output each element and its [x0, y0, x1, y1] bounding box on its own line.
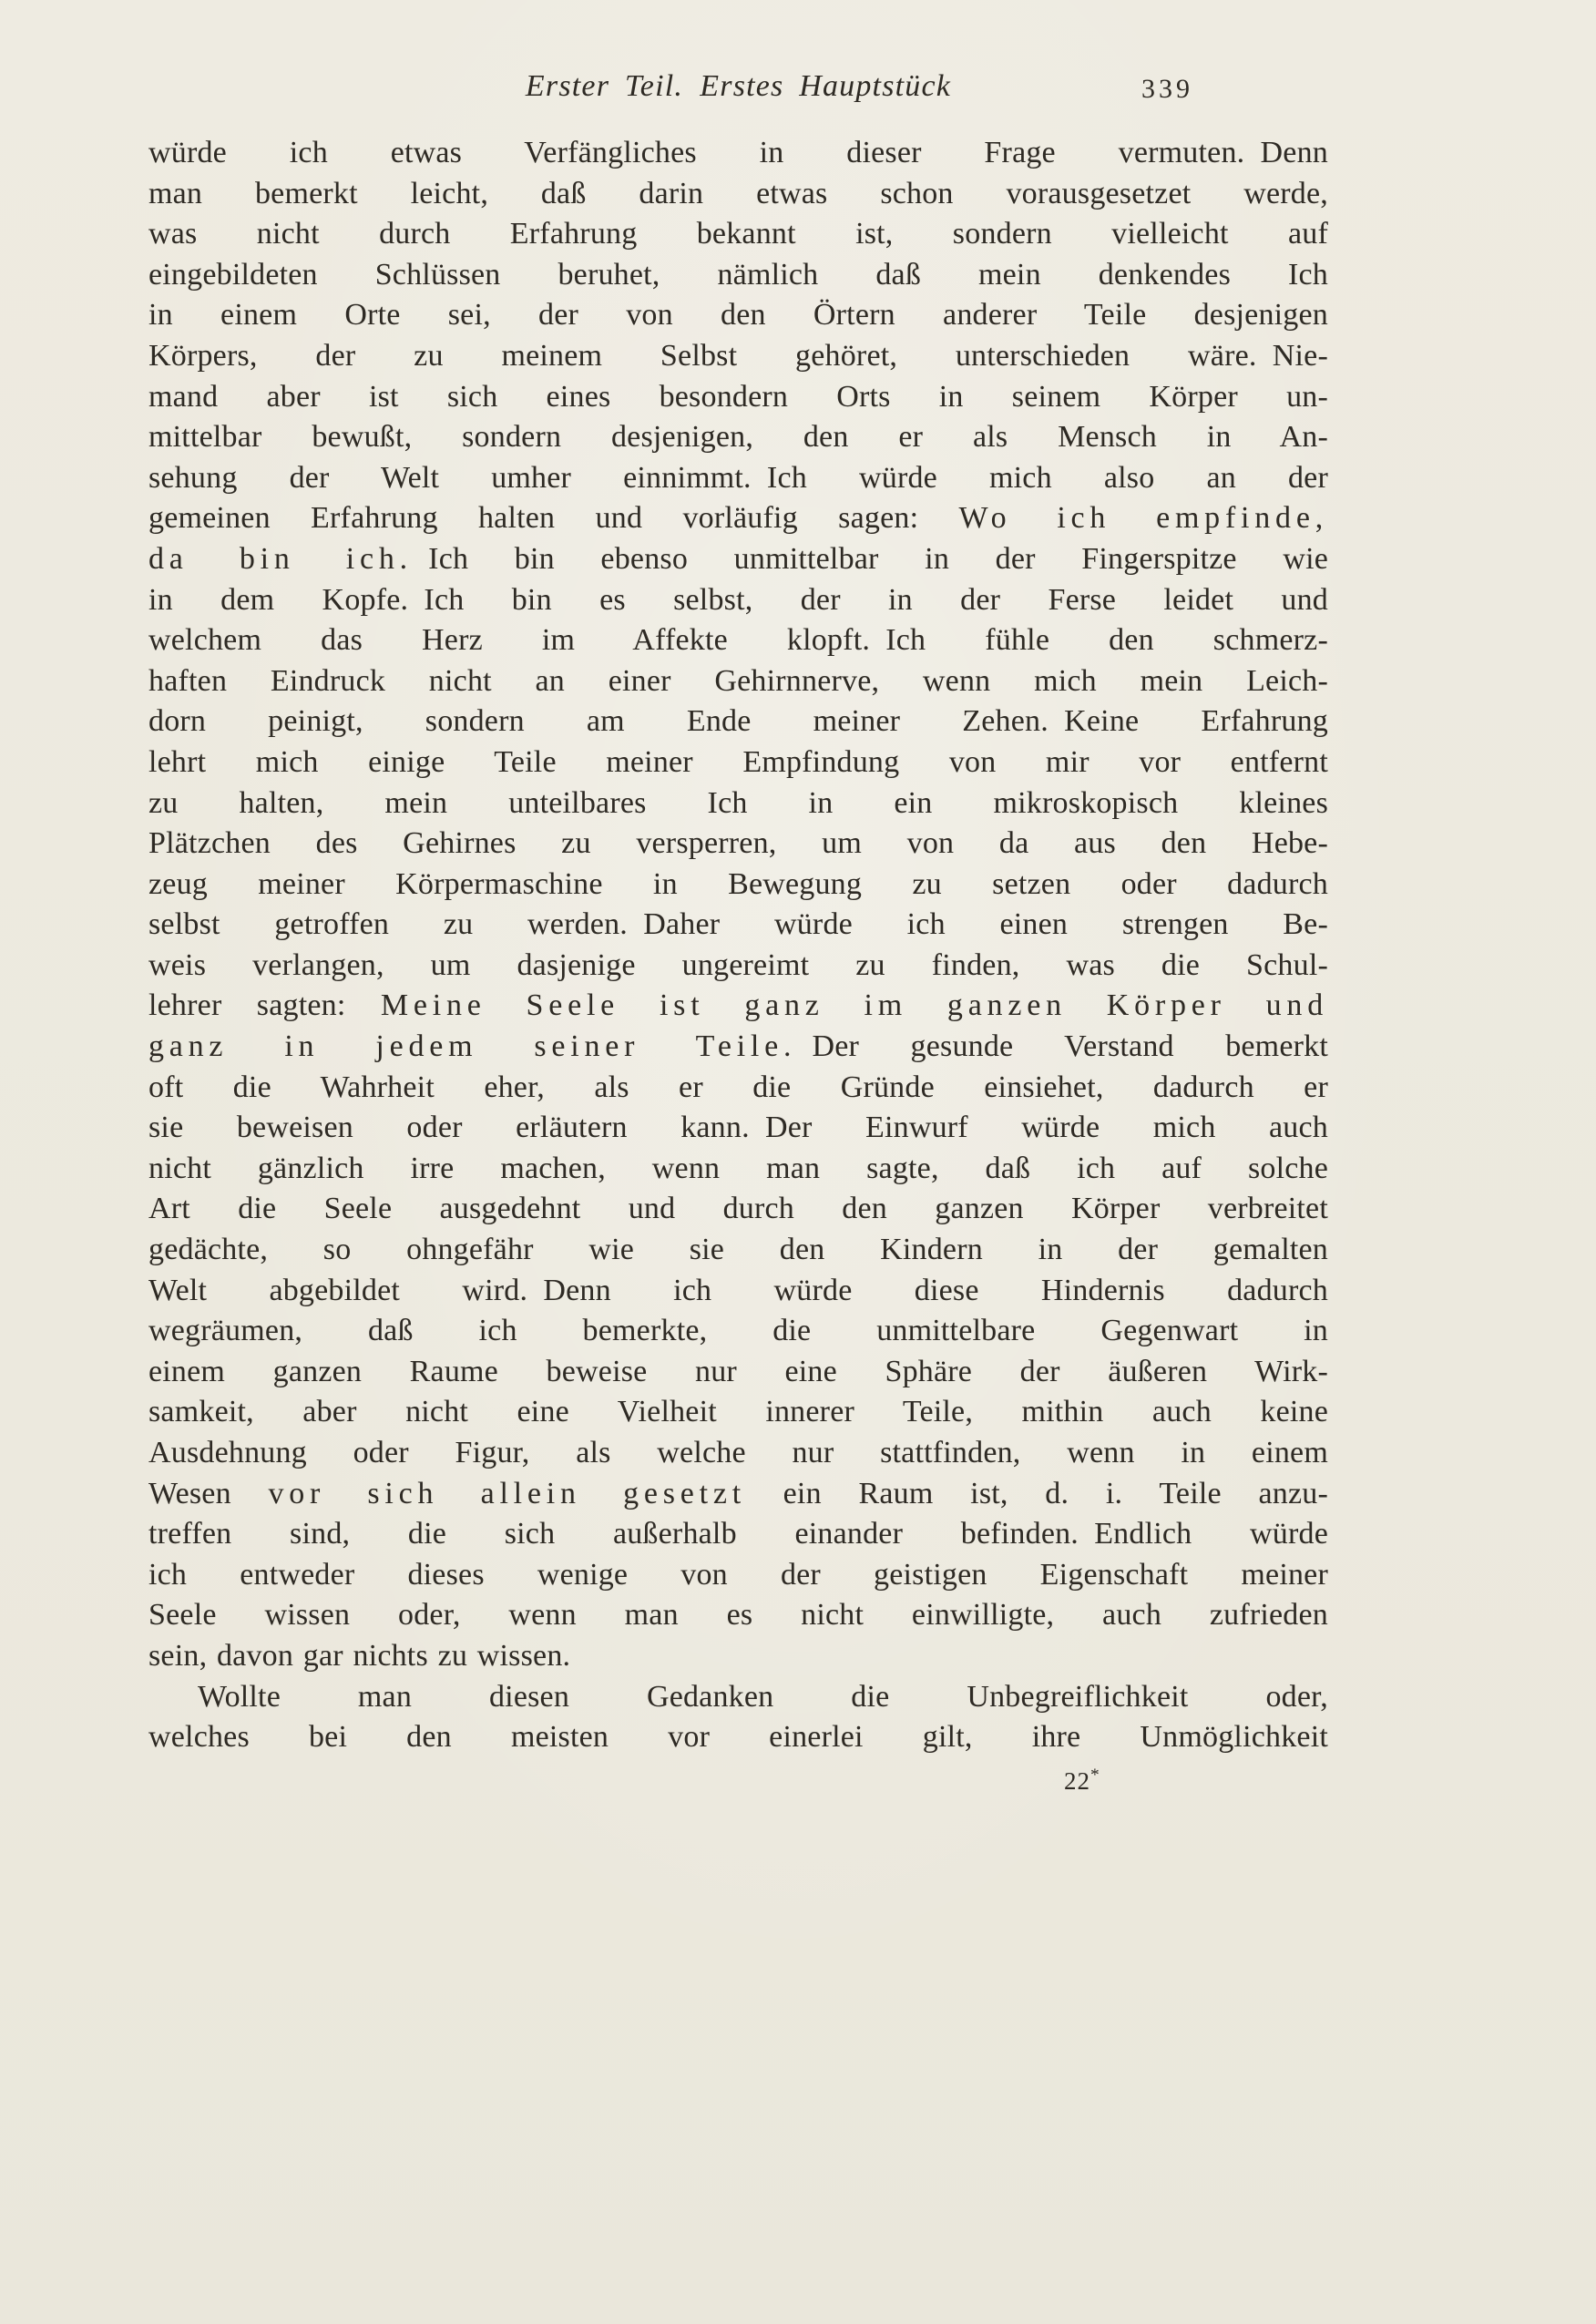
text-segment: gedächte, so ohngefähr wie sie den Kindern in der gemalten: [148, 1233, 1328, 1267]
text-line: [148, 701, 1328, 742]
letterspaced-emphasis: da bin ich.: [148, 541, 413, 576]
text-line: [148, 1677, 1328, 1718]
letterspaced-emphasis: vor sich allein gesetzt: [268, 1476, 746, 1510]
text-line: [148, 377, 1328, 418]
letterspaced-emphasis: Wo ich empfinde,: [958, 501, 1328, 536]
text-line: [148, 1514, 1328, 1555]
text-block: [148, 133, 1328, 1758]
text-line: [148, 824, 1328, 865]
letterspaced-emphasis: Meine Seele ist ganz im ganzen Körper und: [380, 988, 1328, 1023]
text-line: [148, 1555, 1328, 1596]
text-line: [148, 1717, 1328, 1758]
running-header: [148, 69, 1328, 113]
text-segment: gemeinen Erfahrung halten und vorläufig sagen:: [148, 501, 959, 536]
text-line: [148, 865, 1328, 906]
letterspaced-emphasis: ganz in jedem seiner Teile.: [148, 1029, 797, 1064]
text-segment: sie beweisen oder erläutern kann. Der Einwurf würde mich auch: [148, 1111, 1328, 1145]
text-line: [148, 336, 1328, 377]
text-segment: Ausdehnung oder Figur, als welche nur stattfinden, wenn in einem: [148, 1436, 1328, 1469]
signature-star: *: [1090, 1766, 1100, 1785]
text-segment: Ich bin ebenso unmittelbar in der Fingerspitze wie: [412, 541, 1329, 576]
text-line: [148, 295, 1328, 336]
signature-mark: [1064, 1766, 1100, 1796]
text-line: [148, 133, 1328, 174]
text-segment: eingebildeten Schlüssen beruhet, nämlich daß mein denkendes Ich: [148, 257, 1328, 292]
text-line: [148, 580, 1328, 621]
text-segment: Wesen: [148, 1476, 269, 1510]
text-line: [148, 539, 1328, 580]
text-segment: samkeit, aber nicht eine Vielheit innerer Teile, mithin auch keine: [148, 1395, 1328, 1429]
text-segment: mittelbar bewußt, sondern desjenigen, den er als Mensch in An-: [148, 420, 1328, 455]
text-line: [148, 946, 1328, 987]
text-line: [148, 458, 1328, 499]
text-segment: dorn peinigt, sondern am Ende meiner Zehen. Keine Erfahrung: [148, 704, 1328, 739]
text-line: [148, 1311, 1328, 1352]
text-line: [148, 1149, 1328, 1190]
text-line: [148, 255, 1328, 296]
text-segment: sein, davon gar nichts zu wissen.: [148, 1638, 571, 1673]
text-line: [148, 1230, 1328, 1271]
chapter-header: Erster Teil. Erstes Hauptstück: [525, 69, 952, 103]
text-segment: zu halten, mein unteilbares Ich in ein mikroskopisch kleines: [148, 785, 1328, 820]
text-line: [148, 1352, 1328, 1393]
text-segment: mand aber ist sich eines besondern Orts in seinem Körper un-: [148, 379, 1328, 414]
text-segment: sehung der Welt umher einnimmt. Ich würde mich also an der: [148, 460, 1328, 495]
text-line: [148, 986, 1328, 1027]
text-line: [148, 1636, 1328, 1677]
text-segment: lehrer sagten:: [148, 988, 381, 1023]
signature-number: 22: [1064, 1767, 1090, 1795]
text-line: [148, 783, 1328, 824]
text-segment: Der gesunde Verstand bemerkt: [796, 1029, 1328, 1064]
text-segment: treffen sind, die sich außerhalb einander befinden. Endlich würde: [148, 1517, 1328, 1551]
text-segment: lehrt mich einige Teile meiner Empfindung von mir vor entfernt: [148, 744, 1328, 779]
text-segment: Körpers, der zu meinem Selbst gehöret, unterschieden wäre. Nie-: [148, 338, 1328, 373]
text-line: [148, 1189, 1328, 1230]
text-segment: oft die Wahrheit eher, als er die Gründe einsiehet, dadurch er: [148, 1070, 1328, 1104]
text-segment: was nicht durch Erfahrung bekannt ist, sondern vielleicht auf: [148, 217, 1328, 251]
text-segment: zeug meiner Körpermaschine in Bewegung zu setzen oder dadurch: [148, 866, 1328, 901]
text-line: [148, 417, 1328, 458]
text-line: [148, 214, 1328, 255]
text-segment: welches bei den meisten vor einerlei gilt, ihre Unmöglichkeit: [148, 1720, 1328, 1755]
text-line: [148, 174, 1328, 215]
text-segment: Welt abgebildet wird. Denn ich würde diese Hindernis dadurch: [148, 1273, 1328, 1307]
text-segment: Seele wissen oder, wenn man es nicht einwilligte, auch zufrieden: [148, 1598, 1328, 1633]
text-line: [148, 1433, 1328, 1474]
text-segment: haften Eindruck nicht an einer Gehirnnerve, wenn mich mein Leich-: [148, 663, 1328, 698]
text-line: [148, 1392, 1328, 1433]
text-segment: Art die Seele ausgedehnt und durch den ganzen Körper verbreitet: [148, 1192, 1328, 1226]
text-line: [148, 1271, 1328, 1312]
text-segment: ich entweder dieses wenige von der geistigen Eigenschaft meiner: [148, 1557, 1328, 1592]
text-line: [148, 498, 1328, 539]
text-segment: Wollte man diesen Gedanken die Unbegreiflichkeit oder,: [198, 1679, 1328, 1714]
text-segment: selbst getroffen zu werden. Daher würde ich einen strengen Be-: [148, 907, 1328, 942]
text-segment: man bemerkt leicht, daß darin etwas schon vorausgesetzet werde,: [148, 176, 1328, 210]
text-line: [148, 1027, 1328, 1068]
text-segment: welchem das Herz im Affekte klopft. Ich fühle den schmerz-: [148, 623, 1328, 658]
text-line: [148, 1068, 1328, 1109]
text-line: [148, 661, 1328, 702]
text-segment: nicht gänzlich irre machen, wenn man sagte, daß ich auf solche: [148, 1151, 1328, 1185]
text-line: [148, 742, 1328, 783]
text-segment: würde ich etwas Verfängliches in dieser Frage vermuten. Denn: [148, 136, 1328, 169]
text-segment: wegräumen, daß ich bemerkte, die unmittelbare Gegenwart in: [148, 1314, 1328, 1348]
text-segment: weis verlangen, um dasjenige ungereimt zu finden, was die Schul-: [148, 947, 1328, 982]
text-line: [148, 905, 1328, 946]
text-segment: in einem Orte sei, der von den Örtern anderer Teile desjenigen: [148, 298, 1328, 333]
text-line: [148, 620, 1328, 661]
text-line: [148, 1595, 1328, 1636]
text-line: [148, 1108, 1328, 1149]
text-segment: ein Raum ist, d. i. Teile anzu-: [745, 1476, 1328, 1510]
text-segment: in dem Kopfe. Ich bin es selbst, der in der Ferse leidet und: [148, 582, 1328, 617]
text-segment: einem ganzen Raume beweise nur eine Sphäre der äußeren Wirk-: [148, 1354, 1328, 1388]
text-line: [148, 1474, 1328, 1515]
text-segment: Plätzchen des Gehirnes zu versperren, um von da aus den Hebe-: [148, 826, 1328, 861]
page-number: 339: [1141, 74, 1193, 104]
